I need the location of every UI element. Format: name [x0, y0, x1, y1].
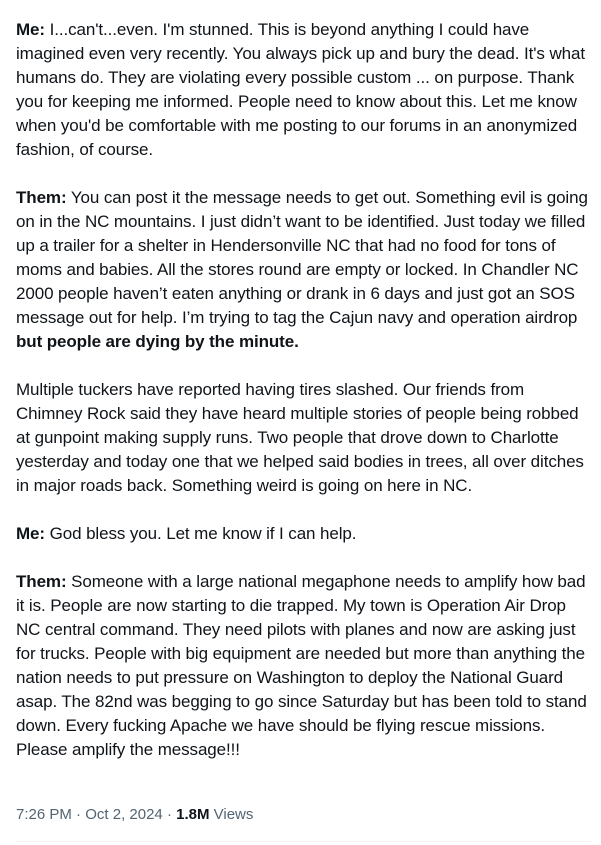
paragraph-bold-text: but people are dying by the minute.	[16, 332, 299, 351]
paragraph-text: Someone with a large national megaphone needs to amplify how bad it is. People are now starting to die trapped. My town is Operation Air Drop NC central command. They need pilots with planes and now are asking just for trucks. People with big equipment are needed but more than anything the nation needs to put pressure on Washington to deploy the National Guard asap. The 82nd was begging to go since Saturday but has been told to stand down. Every fucking Apache we have should be flying rescue missions. Please amplify the message!!!	[16, 572, 587, 759]
views-label: Views	[209, 806, 254, 823]
timestamp-link[interactable]	[16, 806, 163, 823]
views-count: 1.8M	[176, 806, 210, 823]
tweet-paragraph-5	[16, 570, 591, 762]
paragraph-text: God bless you. Let me know if I can help.	[44, 524, 357, 543]
tweet-metadata	[16, 803, 253, 827]
separator: ·	[162, 806, 177, 823]
speaker-label: Them:	[16, 572, 67, 591]
tweet-text	[16, 18, 591, 786]
tweet-paragraph-1	[16, 18, 591, 162]
tweet-paragraph-4	[16, 522, 591, 546]
tweet-paragraph-3	[16, 378, 591, 498]
timestamp-time: 7:26 PM	[16, 806, 72, 823]
paragraph-text: You can post it the message needs to get out. Something evil is going on in the NC mountains. I just didn’t want to be identified. Just today we filled up a trailer for a shelter in Hendersonville NC that had no food for tons of moms and babies. All the stores round are empty or locked. In Chandler NC 2000 people haven’t eaten anything or drank in 6 days and just got an SOS message out for help. I’m trying to tag the Cajun navy and operation airdrop	[16, 188, 588, 327]
paragraph-text: Multiple tuckers have reported having tires slashed. Our friends from Chimney Rock said they have heard multiple stories of people being robbed at gunpoint making supply runs. Two people that drove down to Charlotte yesterday and today one that we helped said bodies in trees, all over ditches in major roads back. Something weird is going on here in NC.	[16, 380, 584, 495]
separator: ·	[71, 806, 86, 823]
speaker-label: Me:	[16, 524, 45, 543]
speaker-label: Them:	[16, 188, 67, 207]
paragraph-text: I...can't...even. I'm stunned. This is beyond anything I could have imagined even very recently. You always pick up and bury the dead. It's what humans do. They are violating every possible custom ... on purpose. Thank you for keeping me informed. People need to know about this. Let me know when you'd be comfortable with me posting to our forums in an anonymized fashion, of course.	[16, 20, 585, 159]
tweet-paragraph-2	[16, 186, 591, 354]
views-link[interactable]	[176, 806, 253, 823]
speaker-label: Me:	[16, 20, 45, 39]
timestamp-date: Oct 2, 2024	[85, 806, 163, 823]
divider	[16, 841, 591, 842]
